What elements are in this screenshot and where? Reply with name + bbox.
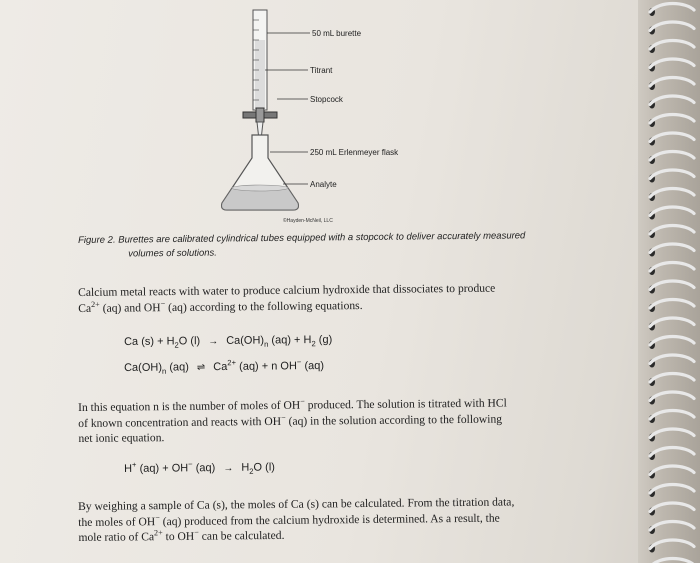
binding-ring (650, 355, 694, 364)
binding-ring (650, 374, 694, 383)
binding-ring (650, 411, 694, 420)
paragraph-1 (78, 280, 598, 316)
binding-ring (650, 522, 694, 531)
flask-illustration (222, 135, 299, 210)
burette-figure (0, 0, 700, 230)
caption-text-line1: Burettes are calibrated cylindrical tubes equipped with a stopcock to deliver accurately measured (118, 230, 526, 246)
binding-ring (650, 300, 694, 309)
paragraph-2-line1: In this equation n is the number of moles of OH− produced. The solution is titrated with HCl (78, 396, 507, 414)
binding-ring (650, 244, 694, 253)
binding-ring (650, 392, 694, 401)
binding-ring (650, 263, 694, 272)
equation-1: Ca $(s) + H_2O$ $(l) \to Ca(OH)_n$ $(aq) + H_2$ (g) (124, 333, 333, 350)
paragraph-3-line2: the moles of OH− (aq) produced from the calcium hydroxide is determined. As a result, the (78, 511, 500, 529)
paragraph-3-line3: mole ratio of $Ca^{2+}$ to OH− can be calculated. (78, 527, 285, 544)
label-analyte: Analyte (310, 180, 337, 189)
binding-ring (650, 559, 694, 563)
equation-3: H+ (aq) + OH− $(aq) \to H_2O$ (l) (124, 459, 275, 476)
label-burette: 50 mL burette (312, 29, 362, 38)
equation-2: $Ca(OH)_n$ (aq) ⇌ $Ca^{2+}$ (aq) + n OH− (aq) (124, 357, 325, 376)
label-stopcock: Stopcock (310, 95, 343, 104)
binding-ring (650, 540, 694, 549)
figure-caption (78, 229, 568, 262)
binding-ring (650, 281, 694, 290)
binding-ring (650, 337, 694, 346)
caption-label: Figure 2. (78, 234, 116, 246)
figure-credit: ©Hayden-McNeil, LLC (283, 218, 333, 224)
equilibrium-arrow: ⇌ (196, 362, 206, 374)
paragraph-3 (78, 494, 598, 546)
binding-ring (650, 466, 694, 475)
paragraph-1-line1: Calcium metal reacts with water to produce calcium hydroxide that dissociates to produce (78, 281, 496, 299)
paragraph-2-line2: of known concentration and reacts with OH− (aq) in the solution according to the following (78, 412, 503, 430)
label-leaders (265, 33, 310, 184)
caption-text-line2: volumes of solutions. (128, 247, 217, 260)
binding-ring (650, 503, 694, 512)
reaction-arrow: → (208, 336, 219, 348)
paragraph-2-line3: net ionic equation. (78, 431, 165, 445)
reaction-arrow: → (223, 462, 234, 474)
label-titrant: Titrant (310, 66, 333, 75)
paragraph-3-line1: By weighing a sample of Ca (s), the moles of Ca (s) can be calculated. From the titration data, (78, 495, 515, 513)
binding-ring (650, 318, 694, 327)
paragraph-1-line2: $Ca^{2+}$ (aq) and OH− (aq) according to the following equations. (78, 298, 363, 315)
binding-ring (650, 485, 694, 494)
burette-illustration (243, 10, 277, 140)
paragraph-2 (78, 395, 598, 447)
binding-ring (650, 429, 694, 438)
label-flask: 250 mL Erlenmeyer flask (310, 148, 399, 157)
binding-ring (650, 448, 694, 457)
